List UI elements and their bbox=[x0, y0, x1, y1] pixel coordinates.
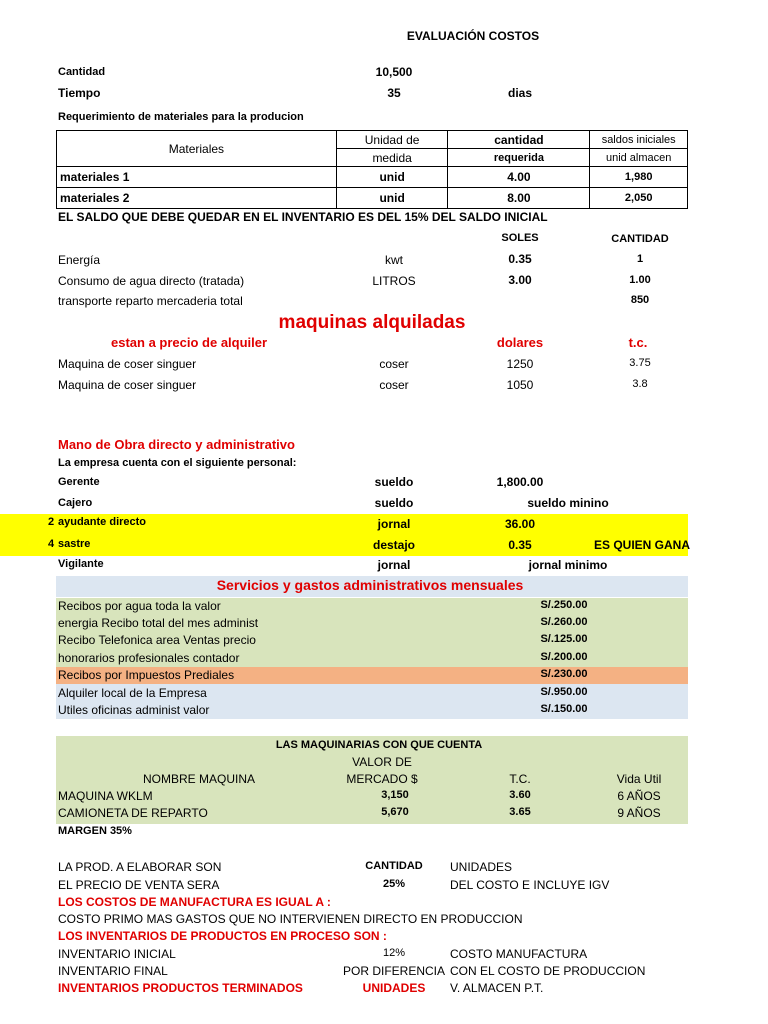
col-vida: Vida Util bbox=[616, 772, 662, 786]
material-unit: unid bbox=[336, 167, 448, 188]
cost-label: Consumo de agua directo (tratada) bbox=[58, 274, 245, 288]
col-valor-2: MERCADO $ bbox=[346, 772, 418, 786]
labor-note: ES QUIEN GANA bbox=[594, 538, 691, 552]
prod-right: UNIDADES bbox=[450, 860, 513, 874]
col-saldos-2: unid almacen bbox=[590, 149, 688, 167]
col-materiales: Materiales bbox=[57, 131, 337, 167]
cantidad-value: 10,500 bbox=[375, 65, 413, 79]
labor-pay: destajo bbox=[372, 538, 416, 552]
material-name: materiales 2 bbox=[57, 188, 337, 209]
cantidad-label: Cantidad bbox=[58, 66, 106, 78]
service-label: honorarios profesionales contador bbox=[58, 651, 240, 665]
machinery-vida: 6 AÑOS bbox=[617, 789, 661, 803]
wip-heading: LOS INVENTARIOS DE PRODUCTOS EN PROCESO SON : bbox=[58, 929, 387, 943]
pt-mid: UNIDADES bbox=[362, 981, 426, 995]
material-qty: 8.00 bbox=[448, 188, 590, 209]
service-label: Alquiler local de la Empresa bbox=[58, 686, 207, 700]
machinery-name: MAQUINA WKLM bbox=[58, 789, 153, 803]
labor-role: Gerente bbox=[58, 476, 100, 488]
price-label: EL PRECIO DE VENTA SERA bbox=[58, 878, 220, 892]
cost-soles: 3.00 bbox=[508, 273, 532, 287]
inv-ini-right: COSTO MANUFACTURA bbox=[450, 947, 588, 961]
rented-dolares: 1250 bbox=[506, 357, 534, 371]
inv-fin-label: INVENTARIO FINAL bbox=[58, 964, 168, 978]
service-amount: S/.200.00 bbox=[540, 651, 588, 663]
rented-tc: 3.75 bbox=[629, 357, 651, 369]
col-soles: SOLES bbox=[501, 232, 539, 244]
material-unit: unid bbox=[336, 188, 448, 209]
material-qty: 4.00 bbox=[448, 167, 590, 188]
service-label: Recibos por Impuestos Prediales bbox=[58, 668, 235, 682]
machinery-tc: 3.60 bbox=[509, 789, 531, 801]
col-unidad-2: medida bbox=[336, 149, 448, 167]
cost-soles: 0.35 bbox=[508, 252, 532, 266]
labor-value: 1,800.00 bbox=[496, 475, 544, 489]
col-cantidad: cantidad bbox=[448, 131, 590, 149]
col-cantidad-2: requerida bbox=[448, 149, 590, 167]
tiempo-unit: dias bbox=[508, 86, 533, 100]
rented-name: Maquina de coser singuer bbox=[58, 357, 197, 371]
pt-label: INVENTARIOS PRODUCTOS TERMINADOS bbox=[58, 981, 303, 995]
cost-label: transporte reparto mercaderia total bbox=[58, 294, 243, 308]
inv-fin-mid: POR DIFERENCIA bbox=[342, 964, 446, 978]
col-tc-machinery: T.C. bbox=[509, 772, 531, 786]
materials-table bbox=[56, 130, 688, 209]
service-amount: S/.150.00 bbox=[540, 703, 588, 715]
cost-unit: kwt bbox=[385, 253, 403, 267]
labor-subtitle: La empresa cuenta con el siguiente personal: bbox=[58, 457, 297, 469]
price-right: DEL COSTO E INCLUYE IGV bbox=[450, 878, 610, 892]
labor-value: jornal minimo bbox=[528, 558, 608, 572]
price-mid: 25% bbox=[382, 878, 406, 890]
page-title: EVALUACIÓN COSTOS bbox=[406, 29, 540, 43]
labor-role: sastre bbox=[58, 538, 91, 550]
col-saldos: saldos iniciales bbox=[590, 131, 688, 149]
service-amount: S/.250.00 bbox=[540, 599, 588, 611]
inv-ini-mid: 12% bbox=[382, 947, 406, 959]
rented-type: coser bbox=[379, 378, 409, 392]
labor-pay: sueldo bbox=[374, 496, 414, 510]
service-label: energia Recibo total del mes administ bbox=[58, 616, 259, 630]
labor-role: Cajero bbox=[58, 497, 93, 509]
rented-tc: 3.8 bbox=[632, 378, 648, 390]
manuf-heading: LOS COSTOS DE MANUFACTURA ES IGUAL A : bbox=[58, 895, 331, 909]
labor-role: Vigilante bbox=[58, 558, 104, 570]
labor-pay: sueldo bbox=[374, 475, 414, 489]
col-dolares: dolares bbox=[496, 335, 544, 350]
material-stock: 1,980 bbox=[590, 167, 688, 188]
labor-value: sueldo minino bbox=[527, 496, 609, 510]
service-amount: S/.230.00 bbox=[540, 668, 588, 680]
service-label: Recibos por agua toda la valor bbox=[58, 599, 221, 613]
inv-fin-right: CON EL COSTO DE PRODUCCION bbox=[450, 964, 646, 978]
labor-pay: jornal bbox=[377, 558, 411, 572]
machinery-name: CAMIONETA DE REPARTO bbox=[58, 806, 208, 820]
margin-label: MARGEN 35% bbox=[58, 825, 132, 837]
table-row bbox=[57, 167, 688, 188]
service-label: Utiles oficinas administ valor bbox=[58, 703, 210, 717]
service-amount: S/.950.00 bbox=[540, 686, 588, 698]
cost-qty: 1 bbox=[636, 253, 644, 265]
prod-label: LA PROD. A ELABORAR SON bbox=[58, 860, 222, 874]
inventory-note: EL SALDO QUE DEBE QUEDAR EN EL INVENTARIO ES DEL 15% DEL SALDO INICIAL bbox=[58, 210, 548, 224]
rented-name: Maquina de coser singuer bbox=[58, 378, 197, 392]
service-amount: S/.125.00 bbox=[540, 633, 588, 645]
cost-qty: 1.00 bbox=[629, 274, 651, 286]
services-title: Servicios y gastos administrativos mensuales bbox=[216, 577, 524, 593]
labor-num: 4 bbox=[48, 538, 55, 550]
col-valor-1: VALOR DE bbox=[352, 755, 412, 769]
labor-num: 2 bbox=[48, 516, 55, 528]
pt-right: V. ALMACEN P.T. bbox=[450, 981, 544, 995]
machinery-title: LAS MAQUINARIAS CON QUE CUENTA bbox=[275, 739, 483, 751]
labor-role: ayudante directo bbox=[58, 516, 147, 528]
service-amount: S/.260.00 bbox=[540, 616, 588, 628]
labor-pay: jornal bbox=[377, 517, 411, 531]
manuf-text: COSTO PRIMO MAS GASTOS QUE NO INTERVIENEN DIRECTO EN PRODUCCION bbox=[58, 912, 523, 926]
prod-mid: CANTIDAD bbox=[365, 860, 423, 872]
tiempo-value: 35 bbox=[387, 86, 401, 100]
cost-qty: 850 bbox=[630, 294, 650, 306]
requirements-heading: Requerimiento de materiales para la producion bbox=[58, 111, 304, 123]
col-unidad: Unidad de bbox=[336, 131, 448, 149]
cost-unit: LITROS bbox=[372, 274, 416, 288]
rented-type: coser bbox=[379, 357, 409, 371]
machinery-vida: 9 AÑOS bbox=[617, 806, 661, 820]
rented-dolares: 1050 bbox=[506, 378, 534, 392]
machinery-valor: 5,670 bbox=[381, 806, 409, 818]
labor-value: 0.35 bbox=[508, 538, 532, 552]
machinery-tc: 3.65 bbox=[509, 806, 531, 818]
labor-title: Mano de Obra directo y administrativo bbox=[58, 437, 295, 452]
service-label: Recibo Telefonica area Ventas precio bbox=[58, 633, 256, 647]
table-row bbox=[57, 188, 688, 209]
inv-ini-label: INVENTARIO INICIAL bbox=[58, 947, 176, 961]
col-tc: t.c. bbox=[628, 335, 648, 350]
col-cantidad-costs: CANTIDAD bbox=[611, 233, 669, 245]
material-name: materiales 1 bbox=[57, 167, 337, 188]
machinery-valor: 3,150 bbox=[381, 789, 409, 801]
machines-rented-subtitle: estan a precio de alquiler bbox=[111, 335, 268, 350]
tiempo-label: Tiempo bbox=[58, 86, 101, 100]
cost-label: Energía bbox=[58, 253, 101, 267]
machines-rented-title: maquinas alquiladas bbox=[278, 312, 466, 333]
col-nombre: NOMBRE MAQUINA bbox=[142, 772, 256, 786]
labor-value: 36.00 bbox=[504, 517, 536, 531]
material-stock: 2,050 bbox=[590, 188, 688, 209]
